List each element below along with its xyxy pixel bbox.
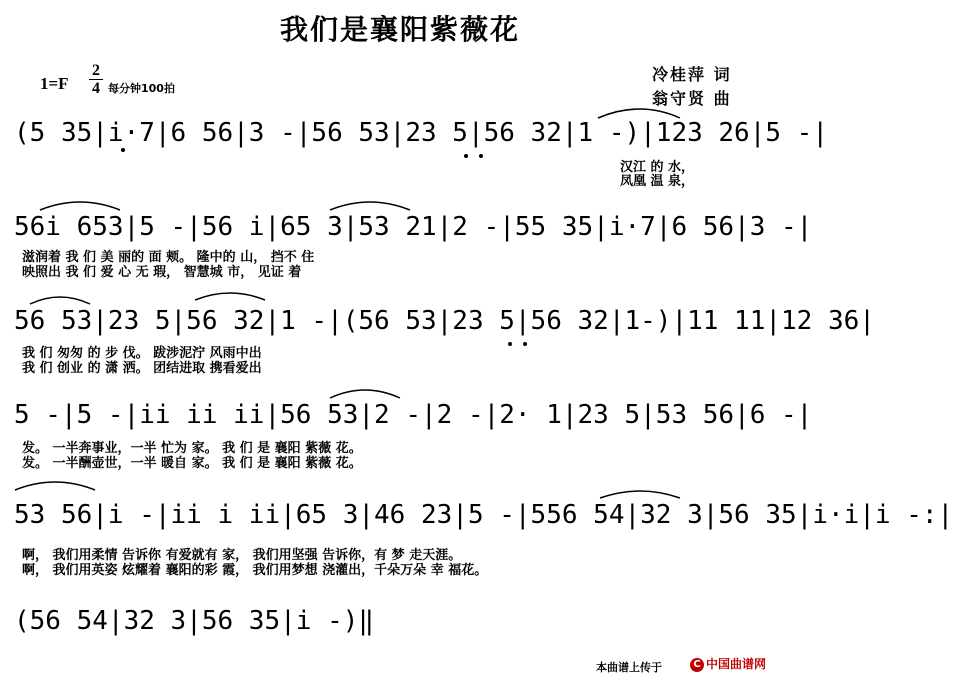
dot-3 [479, 154, 483, 158]
logo-text: 中国曲谱网 [706, 657, 767, 671]
lyric-line-2b: 映照出 我 们 爱 心 无 瑕， 智慧城 市， 见证 着 [22, 265, 302, 280]
notation-line-4: 5 -|5 -|ii ii ii|56 53|2 -|2 -|2· 1|23 5|53 56|6 -| [14, 400, 813, 430]
slur-7 [330, 390, 400, 398]
tempo-marking: 每分钟100拍 [108, 82, 175, 95]
dot-5 [523, 342, 527, 346]
time-signature [88, 62, 104, 97]
site-logo [690, 655, 766, 672]
lyric-line-5a: 啊， 我们用柔情 告诉你 有爱就有 家， 我们用坚强 告诉你，有 梦 走天涯。 [22, 548, 462, 563]
lyric-line-4a: 发。 一半奔事业，一半 忙为 家。 我 们 是 襄阳 紫薇 花。 [22, 441, 362, 456]
lyric-line-5b: 啊， 我们用英姿 炫耀着 襄阳的彩 霞， 我们用梦想 浇灌出，千朵万朵 幸 福花。 [22, 563, 488, 578]
lyric-line-1a: 汉江 的 水， [620, 160, 695, 175]
slur-3 [330, 202, 410, 210]
notation-line-3: 56 53|23 5|56 32|1 -|(56 53|23 5|56 32|1-)|11 11|12 36| [14, 306, 875, 336]
song-title: 我们是襄阳紫薇花 [279, 13, 520, 46]
key-signature: 1=F [40, 74, 69, 93]
time-signature-bottom: 4 [92, 80, 100, 97]
dot-1 [121, 148, 125, 152]
slur-1 [598, 109, 680, 118]
notation-line-2: 56i 653|5 -|56 i|65 3|53 21|2 -|55 35|i·7|6 56|3 -| [14, 212, 813, 242]
slur-5 [195, 293, 265, 300]
upload-note: 本曲谱上传于 [596, 661, 662, 674]
slur-8 [600, 491, 680, 498]
time-signature-top: 2 [92, 62, 100, 79]
lyric-line-3a: 我 们 匆匆 的 步 伐。 跋涉泥泞 风雨中出 [22, 346, 262, 361]
slur-2 [40, 202, 120, 210]
lyric-line-3b: 我 们 创业 的 潇 洒。 团结进取 携看爱出 [22, 361, 262, 376]
dot-2 [464, 154, 468, 158]
notation-line-1: (5 35|i·7|6 56|3 -|56 53|23 5|56 32|1 -)|123 26|5 -| [14, 118, 828, 148]
logo-circle-icon: C [690, 658, 704, 672]
slur-6 [15, 482, 95, 490]
notation-line-6: (56 54|32 3|56 35|i -)‖ [14, 606, 375, 636]
composer-credit: 翁守贤 曲 [652, 89, 732, 108]
lyric-line-2a: 滋润着 我 们 美 丽的 面 颊。 隆中的 山， 挡不 住 [22, 250, 315, 265]
lyric-line-1b: 凤凰 温 泉， [620, 174, 695, 189]
lyricist-credit: 冷桂萍 词 [652, 65, 732, 84]
lyric-line-4b: 发。 一半酬壶世，一半 暖自 家。 我 们 是 襄阳 紫薇 花。 [22, 456, 362, 471]
dot-4 [508, 342, 512, 346]
notation-line-5: 53 56|i -|ii i ii|65 3|46 23|5 -|556 54|32 3|56 35|i·i|i -:| [14, 500, 953, 530]
slur-4 [30, 297, 90, 304]
